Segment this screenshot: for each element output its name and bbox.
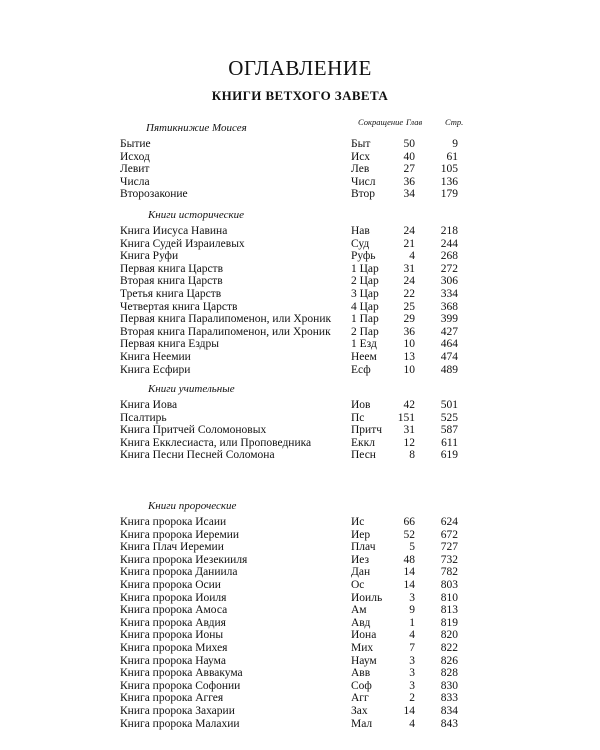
entry-abbreviation: 2 Цар [351,275,379,288]
toc-entry [0,163,600,176]
toc-entry [0,680,600,693]
toc-entry [0,313,600,326]
entry-chapters: 34 [403,188,415,201]
entry-page: 732 [440,553,458,566]
entry-chapters: 40 [403,150,415,163]
entry-abbreviation: Неем [351,351,377,363]
toc-entry [0,301,600,314]
entry-chapters: 3 [409,667,415,680]
toc-entry [0,604,600,617]
entry-abbreviation: Иер [351,528,371,541]
entry-name: Книга пророка Михея [120,642,228,654]
entry-abbreviation: Нав [351,225,370,237]
entry-abbreviation: Иона [351,629,377,642]
entry-abbreviation: 2 Пар [351,325,379,338]
toc-entry [0,176,600,189]
entry-name: Вторая книга Царств [120,275,223,288]
toc-entry [0,424,600,437]
entry-chapters: 48 [403,553,415,566]
toc-entry [0,288,600,301]
entry-chapters: 3 [409,679,415,692]
entry-name: Книга Притчей Соломоновых [120,424,267,437]
toc-entry [0,705,600,718]
entry-abbreviation: Еккл [351,436,375,449]
entry-page: 105 [440,163,458,176]
entry-page: 218 [440,225,458,237]
entry-name: Бытие [120,138,151,150]
toc-entry [0,579,600,592]
entry-chapters: 10 [403,338,415,351]
entry-page: 810 [440,591,458,604]
toc-entry [0,138,600,151]
entry-chapters: 8 [409,449,415,462]
toc-entry [0,351,600,364]
entry-name: Книга пророка Аввакума [120,667,243,680]
entry-name: Книга Неемии [120,351,191,363]
entry-page: 826 [440,654,458,667]
entry-page: 587 [440,424,458,437]
section-heading: Пятикнижие Моисея [146,122,247,134]
entry-name: Книга Руфи [120,250,179,263]
entry-abbreviation: 1 Цар [351,262,379,275]
entry-chapters: 36 [403,175,415,188]
entry-abbreviation: Агг [351,692,369,705]
entry-abbreviation: Исх [351,150,371,163]
entry-name: Четвертая книга Царств [120,300,238,313]
entry-name: Книга пророка Амоса [120,604,228,617]
entry-name: Первая книга Царств [120,262,224,275]
entry-name: Книга пророка Осии [120,579,221,591]
entry-name: Книга пророка Аггея [120,692,224,705]
entry-page: 464 [440,338,458,351]
toc-entry [0,566,600,579]
entry-chapters: 14 [403,566,415,579]
toc-entry [0,554,600,567]
entry-chapters: 50 [403,138,415,150]
entry-page: 828 [440,667,458,680]
entry-name: Первая книга Ездры [120,338,219,351]
entry-page: 727 [440,541,458,554]
toc-entry [0,655,600,668]
entry-page: 803 [440,579,458,591]
entry-name: Книга Судей Израилевых [120,237,245,250]
entry-chapters: 25 [403,300,415,313]
entry-abbreviation: 1 Пар [351,313,379,326]
entry-chapters: 13 [403,351,415,363]
entry-page: 474 [440,351,458,363]
entry-name: Третья книга Царств [120,288,222,300]
entry-chapters: 7 [409,642,415,654]
toc-entry [0,642,600,655]
entry-name: Второзаконие [120,188,188,201]
entry-abbreviation: Мал [351,717,373,730]
toc-entry [0,516,600,529]
entry-name: Книга Екклесиаста, или Проповедника [120,436,312,449]
entry-page: 489 [440,363,458,376]
toc-entry [0,364,600,377]
toc-entry [0,718,600,731]
entry-abbreviation: Суд [351,237,370,250]
entry-chapters: 24 [403,225,415,237]
entry-chapters: 5 [409,541,415,554]
entry-page: 834 [440,705,458,717]
entry-abbreviation: Быт [351,138,371,150]
entry-page: 244 [440,237,458,250]
entry-abbreviation: Плач [351,541,376,554]
entry-name: Книга Плач Иеремии [120,541,224,554]
section-heading: Книги исторические [148,209,245,221]
entry-abbreviation: Ос [351,579,365,591]
entry-abbreviation: Авв [351,667,371,680]
entry-page: 822 [440,642,458,654]
entry-chapters: 31 [403,424,415,437]
entry-chapters: 14 [403,705,415,717]
entry-abbreviation: Пс [351,411,365,424]
entry-chapters: 21 [403,237,415,250]
entry-chapters: 36 [403,325,415,338]
entry-abbreviation: Иоиль [351,591,383,604]
entry-abbreviation: Иез [351,553,370,566]
entry-abbreviation: 1 Езд [351,338,377,351]
toc-entry [0,541,600,554]
entry-abbreviation: Зах [351,705,368,717]
entry-name: Книга Иисуса Навина [120,225,228,237]
entry-page: 61 [446,150,458,163]
entry-page: 272 [440,262,458,275]
entry-page: 672 [440,528,458,541]
entry-name: Книга пророка Иеремии [120,528,240,541]
entry-page: 268 [440,250,458,263]
entry-chapters: 29 [403,313,415,326]
toc-entry [0,412,600,425]
column-header-abbreviation: Сокращение [358,117,404,127]
entry-page: 813 [440,604,458,617]
entry-abbreviation: Числ [351,175,376,188]
toc-entry [0,238,600,251]
entry-name: Вторая книга Паралипоменон, или Хроник [120,325,331,338]
entry-page: 306 [440,275,458,288]
entry-page: 334 [440,288,458,300]
entry-name: Книга пророка Наума [120,654,226,667]
entry-chapters: 24 [403,275,415,288]
entry-abbreviation: Мих [351,642,374,654]
entry-page: 525 [440,411,458,424]
toc-entry [0,326,600,339]
toc-entry [0,225,600,238]
entry-chapters: 3 [409,591,415,604]
entry-name: Книга пророка Захарии [120,705,235,717]
toc-entry [0,338,600,351]
toc-entry [0,188,600,201]
entry-chapters: 42 [403,399,415,411]
entry-page: 820 [440,629,458,642]
entry-abbreviation: 4 Цар [351,300,379,313]
entry-chapters: 22 [403,288,415,300]
entry-chapters: 31 [403,262,415,275]
entry-chapters: 1 [409,616,415,629]
entry-name: Первая книга Паралипоменон, или Хроник [120,313,332,326]
entry-chapters: 151 [397,411,415,424]
page-subtitle: КНИГИ ВЕТХОГО ЗАВЕТА [211,88,389,103]
entry-name: Исход [120,150,150,163]
entry-abbreviation: Притч [351,424,383,437]
entry-abbreviation: Ис [351,516,365,528]
entry-page: 619 [440,449,458,462]
toc-entry [0,667,600,680]
entry-abbreviation: Соф [351,679,372,692]
toc-entry [0,275,600,288]
entry-chapters: 2 [409,692,415,705]
toc-entry [0,250,600,263]
entry-abbreviation: Дан [351,566,371,579]
toc-entry [0,629,600,642]
entry-chapters: 4 [409,629,415,642]
entry-chapters: 27 [403,163,415,176]
toc-entry [0,692,600,705]
entry-page: 399 [440,313,458,326]
entry-abbreviation: Иов [351,399,371,411]
section-heading: Книги пророческие [148,500,237,512]
entry-abbreviation: Авд [351,616,371,629]
column-header-chapters: Глав [406,117,423,127]
entry-name: Книга пророка Даниила [120,566,238,579]
entry-name: Книга пророка Авдия [120,616,226,629]
entry-name: Книга пророка Малахии [120,717,240,730]
entry-chapters: 66 [403,516,415,528]
toc-entry [0,437,600,450]
entry-abbreviation: Есф [351,363,371,376]
section-heading: Книги учительные [148,383,235,395]
entry-page: 833 [440,692,458,705]
entry-page: 368 [440,300,458,313]
entry-chapters: 14 [403,579,415,591]
toc-entry [0,263,600,276]
toc-entry [0,529,600,542]
entry-abbreviation: Втор [351,188,376,201]
entry-page: 611 [441,436,458,449]
toc-entry [0,617,600,630]
toc-entry [0,592,600,605]
toc-entry [0,399,600,412]
entry-page: 624 [440,516,458,528]
toc-entry [0,449,600,462]
entry-name: Книга пророка Иезекииля [120,553,248,566]
entry-abbreviation: Песн [351,449,376,462]
entry-name: Книга пророка Исаии [120,516,227,528]
entry-name: Книга пророка Софонии [120,679,241,692]
entry-page: 843 [440,717,458,730]
entry-page: 830 [440,679,458,692]
entry-page: 501 [440,399,458,411]
entry-chapters: 9 [409,604,415,617]
entry-chapters: 4 [409,250,415,263]
entry-abbreviation: Наум [351,654,377,667]
entry-name: Книга Песни Песней Соломона [120,449,275,462]
entry-page: 9 [452,138,458,150]
entry-page: 782 [440,566,458,579]
entry-name: Книга пророка Ионы [120,629,224,642]
entry-name: Числа [120,175,150,188]
entry-chapters: 52 [403,528,415,541]
entry-chapters: 3 [409,654,415,667]
entry-chapters: 4 [409,717,415,730]
entry-name: Книга Есфири [120,363,191,376]
entry-abbreviation: Руфь [351,250,376,263]
toc-entry [0,151,600,164]
entry-page: 136 [440,175,458,188]
entry-name: Псалтирь [120,411,167,424]
entry-abbreviation: Лев [351,163,370,176]
entry-page: 819 [440,616,458,629]
entry-chapters: 10 [403,363,415,376]
page-title: ОГЛАВЛЕНИЕ [228,56,372,80]
column-header-page: Стр. [445,117,464,127]
entry-abbreviation: Ам [351,604,367,617]
entry-name: Книга пророка Иоиля [120,591,227,604]
entry-abbreviation: 3 Цар [351,288,379,300]
entry-page: 427 [440,325,458,338]
entry-page: 179 [440,188,458,201]
entry-chapters: 12 [403,436,415,449]
entry-name: Левит [120,163,150,176]
entry-name: Книга Иова [120,399,178,411]
